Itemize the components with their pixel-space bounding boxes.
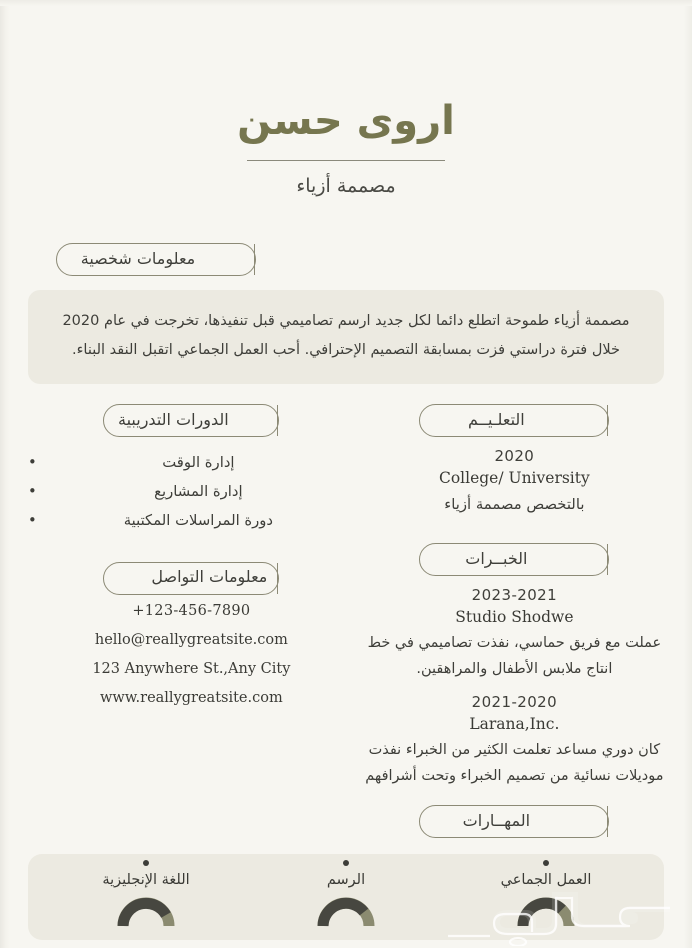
experience-date: 2021-2020: [471, 692, 558, 711]
skill-item: [46, 870, 246, 928]
skills-card: [28, 854, 664, 940]
section-header-contact: [103, 562, 279, 595]
section-label-education: التعلـيــم: [468, 410, 525, 430]
education-entry: [365, 447, 664, 517]
education-year: 2020: [494, 447, 535, 465]
section-header-skills: [419, 805, 609, 838]
personal-info-section: [28, 243, 664, 384]
resume-header: [28, 0, 664, 197]
experience-organization: Studio Shodwe: [455, 608, 574, 627]
pill-tail-decoration: [572, 544, 608, 575]
contact-phone[interactable]: +123-456-7890: [132, 602, 251, 619]
skill-label: اللغة الإنجليزية: [102, 872, 190, 888]
section-header-education: [419, 404, 609, 437]
column-right: [359, 404, 664, 838]
list-item: إدارة الوقت •: [28, 449, 355, 478]
experience-organization: Larana,Inc.: [469, 714, 560, 733]
skill-marker-dot: [143, 860, 149, 866]
skills-section: [365, 805, 664, 838]
summary-box: [28, 290, 664, 384]
experience-date: 2023-2021: [471, 586, 558, 605]
experience-description: عملت مع فريق حماسي، نفذت تصاميمي في خط انتاج ملابس الأطفال والمراهقين.: [367, 635, 662, 677]
pill-tail-decoration: [572, 405, 608, 436]
contact-email[interactable]: hello@reallygreatsite.com: [94, 631, 288, 648]
skill-label: العمل الجماعي: [500, 872, 592, 888]
skill-gauge-icon: [115, 894, 177, 928]
pill-tail-decoration: [219, 244, 255, 275]
skill-gauge-icon: [315, 894, 377, 928]
skill-item: [446, 870, 646, 928]
education-section: [365, 404, 664, 517]
courses-list: [28, 449, 355, 536]
skill-marker-dot: [343, 860, 349, 866]
column-left: [28, 404, 359, 719]
skills-header-row: [365, 805, 664, 838]
section-header-experience: [419, 543, 609, 576]
section-label-experience: الخبــرات: [465, 549, 528, 569]
summary-text: مصممة أزياء طموحة اتطلع دائما لكل جديد ارسم تصاميمي قبل تنفيذها، تخرجت في عام 2020 خلال فترة دراستي فزت بمسابقة التصميم الإحترافي. أحب العمل الجماعي اتقبل النقد البناء.: [62, 313, 630, 358]
contact-address: 123 Anywhere St.,Any City: [92, 660, 291, 677]
experience-description: كان دوري مساعد تعلمت الكثير من الخبراء نفذت موديلات نسائية من تصميم الخبراء وتحت أشرافهم: [365, 741, 664, 784]
contact-website[interactable]: www.reallygreatsite.com: [100, 689, 283, 706]
section-label-contact: معلومات التواصل: [151, 566, 268, 586]
skill-label: الرسم: [326, 872, 366, 888]
experience-section: [365, 543, 664, 789]
skill-gauge-icon: [515, 894, 577, 928]
skill-item: [246, 870, 446, 928]
education-header-row: [365, 404, 664, 437]
experience-entry: [365, 693, 664, 790]
list-item: إدارة المشاريع •: [28, 478, 355, 507]
section-label-skills: المهــارات: [462, 811, 531, 831]
list-item: دورة المراسلات المكتبية •: [28, 507, 355, 536]
candidate-job-title: مصممة أزياء: [296, 175, 396, 197]
pill-tail-decoration: [242, 405, 278, 436]
education-institution: College/ University: [438, 469, 590, 487]
section-label-personal-info: معلومات شخصية: [80, 249, 196, 269]
contact-section: [28, 562, 355, 713]
section-label-courses: الدورات التدريبية: [118, 410, 229, 430]
education-specialization: بالتخصص مصممة أزياء: [444, 496, 585, 513]
experience-header-row: [365, 543, 664, 576]
skill-marker-dot: [543, 860, 549, 866]
experience-entry: [365, 586, 664, 683]
section-header-courses: [103, 404, 279, 437]
personal-info-header-row: [28, 243, 664, 276]
section-header-personal-info: [56, 243, 256, 276]
contact-header-row: [28, 562, 355, 595]
candidate-name: اروى حسن: [237, 98, 455, 144]
pill-tail-decoration: [572, 806, 608, 837]
body-columns: [28, 404, 664, 838]
contact-details: [28, 597, 355, 713]
courses-section: [28, 404, 355, 536]
header-divider: [247, 160, 445, 161]
courses-header-row: [28, 404, 355, 437]
